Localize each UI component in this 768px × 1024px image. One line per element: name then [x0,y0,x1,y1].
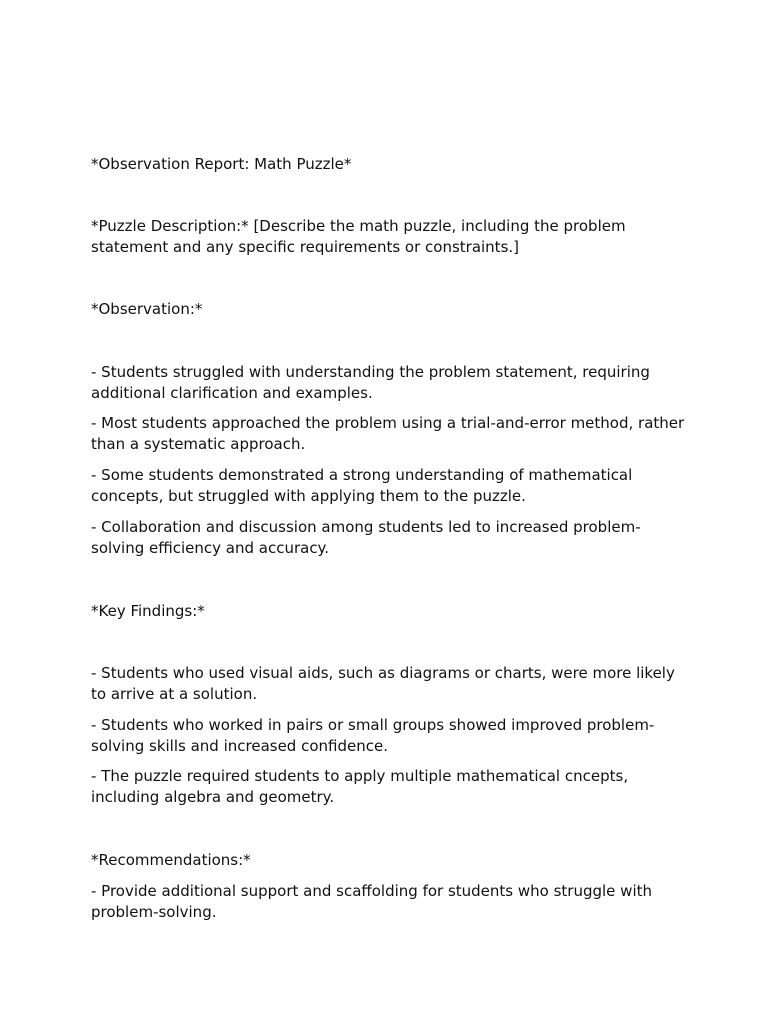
observation-item: - Collaboration and discussion among students led to increased problem-solving efficiency and accuracy. [91,518,641,557]
observation-item: - Some students demonstrated a strong understanding of mathematical concepts, but struggled with applying them to the puzzle. [91,466,633,505]
key-findings-heading: *Key Findings:* [91,602,205,620]
key-finding-item: - The puzzle required students to apply multiple mathematical cncepts, including algebra and geometry. [91,767,629,806]
key-finding-item: - Students who used visual aids, such as diagrams or charts, were more likely to arrive at a solution. [91,664,675,703]
recommendations-heading: *Recommendations:* [91,851,251,869]
key-finding-item: - Students who worked in pairs or small groups showed improved problem-solving skills and increased confidence. [91,716,655,755]
observation-heading: *Observation:* [91,300,203,318]
recommendation-item: - Provide additional support and scaffolding for students who struggle with problem-solving. [91,882,653,921]
observation-item: - Students struggled with understanding the problem statement, requiring additional clarification and examples. [91,363,650,402]
observation-item: - Most students approached the problem using a trial-and-error method, rather than a systematic approach. [91,414,685,453]
puzzle-description: *Puzzle Description:* [Describe the math puzzle, including the problem statement and any specific requirements or constraints.] [91,217,626,256]
document-title: *Observation Report: Math Puzzle* [91,155,352,173]
